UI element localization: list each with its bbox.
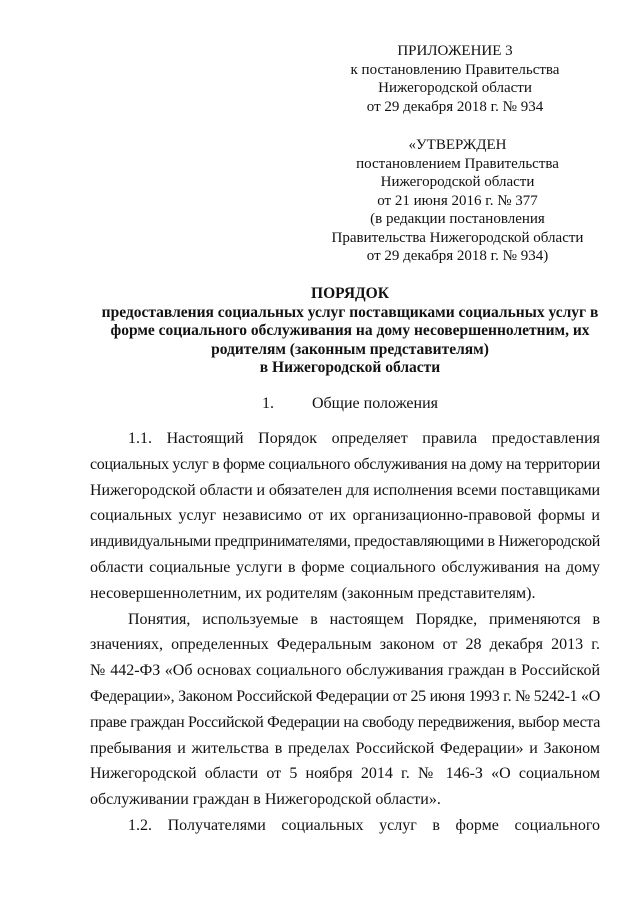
paragraph-1-2 xyxy=(90,813,600,839)
approval-line: от 29 декабря 2018 г. № 934) xyxy=(366,248,549,264)
paragraph-1-1 xyxy=(90,426,600,607)
paragraph-line: Федерации», Законом Российской Федерации от 25 июня 1993 г. № 5242-1 «О xyxy=(90,687,601,705)
title-line: родителям (законным представителям) xyxy=(211,340,489,358)
paragraph-line: области социальные услуги в форме социального обслуживания на дому xyxy=(90,558,600,576)
title-line: предоставления социальных услуг поставщиками социальных услуг в xyxy=(101,303,599,321)
approval-line: Правительства Нижегородской области xyxy=(331,229,584,246)
document-title xyxy=(90,285,610,378)
document-body xyxy=(90,426,600,839)
paragraph-line: пребывания и жительства в пределах Российской Федерации» и Законом xyxy=(90,739,600,757)
section-title: Общие положения xyxy=(311,395,439,412)
approval-stamp xyxy=(315,136,600,266)
approval-line: постановлением Правительства xyxy=(356,155,559,172)
title-line: форме социального обслуживания на дому несовершеннолетним, их xyxy=(110,322,590,339)
appendix-line: Нижегородской области xyxy=(378,80,532,96)
approval-line: от 21 июня 2016 г. № 377 xyxy=(377,192,538,209)
title-line: в Нижегородской области xyxy=(259,359,441,376)
paragraph-line: социальных услуг независимо от их организационно-правовой формы и xyxy=(90,507,600,525)
paragraph-line: № 442-ФЗ «Об основах социального обслуживания граждан в Российской xyxy=(90,662,600,680)
paragraph-line: Нижегородской области от 5 ноября 2014 г. № 146-З «О социальном xyxy=(90,765,600,783)
title-line: ПОРЯДОК xyxy=(311,285,389,302)
appendix-line: к постановлению Правительства xyxy=(350,61,560,78)
paragraph-line: 1.1. Настоящий Порядок определяет правила предоставления xyxy=(128,430,600,447)
paragraph-definitions xyxy=(90,607,600,813)
approval-line: (в редакции постановления xyxy=(370,211,545,227)
appendix-line: от 29 декабря 2018 г. № 934 xyxy=(366,98,544,115)
paragraph-line: Понятия, используемые в настоящем Порядке, применяются в xyxy=(128,610,600,628)
paragraph-line: 1.2. Получателями социальных услуг в форме социального xyxy=(128,816,600,834)
paragraph-line: праве граждан Российской Федерации на свободу передвижения, выбор места xyxy=(90,713,600,731)
paragraph-line: социальных услуг в форме социального обслуживания на дому на территории xyxy=(90,455,600,473)
paragraph-line: несовершеннолетним, их родителям (законным представителям). xyxy=(90,584,536,602)
appendix-line: ПРИЛОЖЕНИЕ 3 xyxy=(397,43,513,59)
section-heading xyxy=(90,395,610,413)
appendix-header xyxy=(320,42,590,116)
paragraph-line: обслуживании граждан в Нижегородской области». xyxy=(90,791,441,809)
paragraph-line: Нижегородской области и обязателен для исполнения всеми поставщиками xyxy=(90,481,601,499)
paragraph-line: значениях, определенных Федеральным законом от 28 декабря 2013 г. xyxy=(90,636,600,654)
section-number: 1. xyxy=(261,395,274,412)
approval-line: Нижегородской области xyxy=(380,174,535,190)
approval-line: «УТВЕРЖДЕН xyxy=(408,137,507,153)
paragraph-line: индивидуальными предпринимателями, предоставляющими в Нижегородской xyxy=(90,533,601,551)
